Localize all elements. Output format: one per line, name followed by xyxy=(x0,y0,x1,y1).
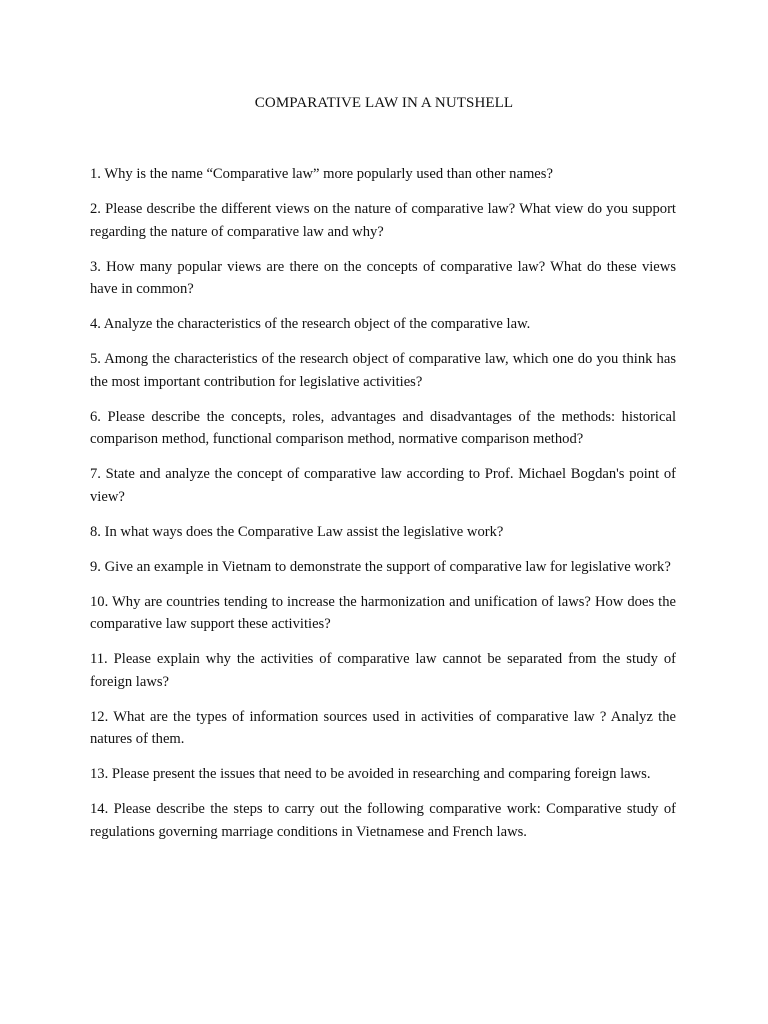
question-5: 5. Among the characteristics of the research object of comparative law, which one do you think has the most important contribution for legislative activities? xyxy=(90,351,676,390)
question-3: 3. How many popular views are there on the concepts of comparative law? What do these views have in common? xyxy=(90,258,676,297)
document-title: COMPARATIVE LAW IN A NUTSHELL xyxy=(254,95,514,111)
question-1: 1. Why is the name “Comparative law” more popularly used than other names? xyxy=(90,166,553,182)
question-13: 13. Please present the issues that need to be avoided in researching and comparing foreign laws. xyxy=(90,766,651,782)
question-10: 10. Why are countries tending to increase the harmonization and unification of laws? How does the comparative law support these activities? xyxy=(90,593,676,632)
question-7: 7. State and analyze the concept of comparative law according to Prof. Michael Bogdan's point of view? xyxy=(90,466,676,505)
question-8: 8. In what ways does the Comparative Law assist the legislative work? xyxy=(90,523,504,540)
question-list xyxy=(90,163,676,856)
question-12: 12. What are the types of information sources used in activities of comparative law ? Analyz the natures of them. xyxy=(90,708,676,747)
question-4: 4. Analyze the characteristics of the research object of the comparative law. xyxy=(90,316,531,332)
question-9: 9. Give an example in Vietnam to demonstrate the support of comparative law for legislative work? xyxy=(90,558,671,575)
question-2: 2. Please describe the different views on the nature of comparative law? What view do you support regarding the nature of comparative law and why? xyxy=(90,201,676,240)
question-14: 14. Please describe the steps to carry out the following comparative work: Comparative study of regulations governing marriage conditions in Vietnamese and French laws. xyxy=(90,801,676,840)
question-6: 6. Please describe the concepts, roles, advantages and disadvantages of the methods: historical comparison method, functional comparison method, normative comparison method? xyxy=(90,408,676,447)
question-11: 11. Please explain why the activities of comparative law cannot be separated from the study of foreign laws? xyxy=(90,651,676,690)
